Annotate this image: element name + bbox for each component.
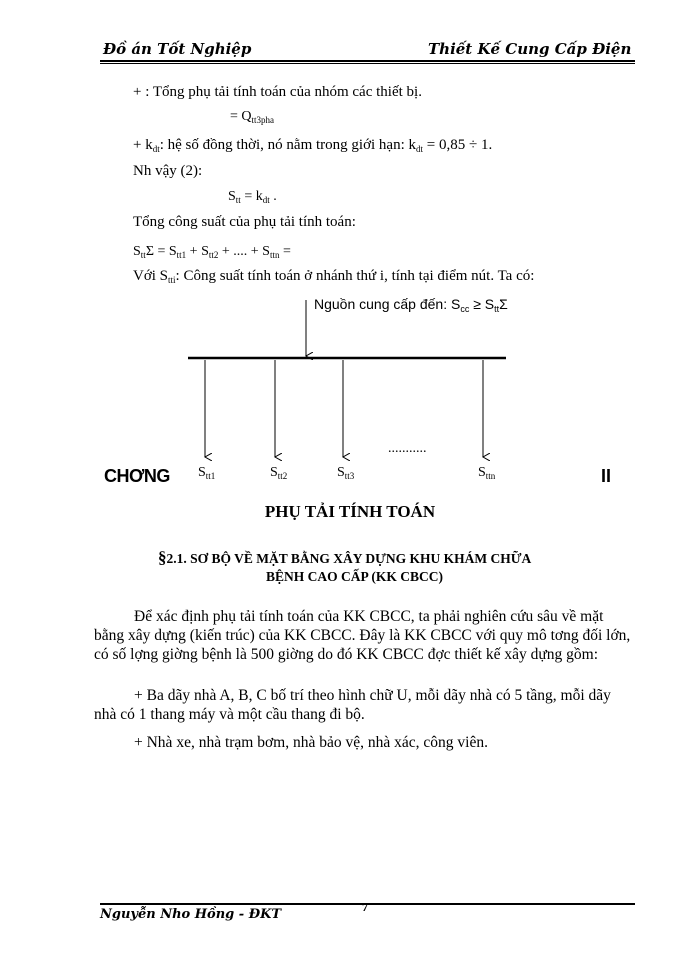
chapter-title: PHỤ TẢI TÍNH TOÁN xyxy=(264,502,436,521)
supply-source-label: Nguồn cung cấp đến: $S_{cc} \ge S_{tt}\Sigma$ xyxy=(314,296,508,314)
section-symbol: § xyxy=(158,548,167,567)
kdt-description: + $k_{dt}$: hệ số đồng thời, nó nằm trong giới hạn: $k_{dt} = 0,85 \div 1$. xyxy=(133,137,493,154)
branch-label-n: $S_{ttn}$ xyxy=(478,465,496,481)
branch-label-1: $S_{tt1}$ xyxy=(198,465,216,481)
branch-ellipsis: ........... xyxy=(388,441,427,456)
branch-power-definition: Với $S_{tti}$: Công suất tính toán ở nhánh thứ i, tính tại điểm nút. Ta có: xyxy=(133,268,535,285)
chapter-numeral: II xyxy=(601,466,612,486)
paragraph-intro: Để xác định phụ tải tính toán của KK CBCC, ta phải nghiên cứu sâu về mặt bằng xây dựng (kiến trúc) của KK CBCC. Đây là KK CBCC với quy mô tơng đối lớn, có số lợng giờng bệnh là 500 giờng do đó KK CBCC đợc thiết kế xây dựng gồm: xyxy=(94,608,631,663)
total-load-description: + : Tổng phụ tải tính toán của nhóm các thiết bị. xyxy=(133,84,422,100)
paragraph-facilities: + Nhà xe, nhà trạm bơm, nhà bảo vệ, nhà xác, công viên. xyxy=(134,734,488,751)
footer-author: Nguyễn Nho Hồng - ĐKT xyxy=(100,907,282,922)
total-power-heading: Tổng công suất của phụ tải tính toán: xyxy=(133,214,356,230)
paragraph-buildings: + Ba dãy nhà A, B, C bố trí theo hình chữ U, mỗi dãy nhà có 5 tầng, mỗi dãy nhà có 1 thang máy và một cầu thang đi bộ. xyxy=(94,687,611,723)
branch-label-3: $S_{tt3}$ xyxy=(337,465,355,481)
branch-label-2: $S_{tt2}$ xyxy=(270,465,288,481)
q-formula: = $Q_{tt3pha}$ xyxy=(230,109,275,125)
header-right-title: Thiết Kế Cung Cấp Điện xyxy=(428,40,632,58)
total-power-sum-formula: $S_{tt}\Sigma = S_{tt1} + S_{tt2}$ + .... + $S_{ttn}$ = xyxy=(133,244,291,260)
thus-line: Nh vậy (2): xyxy=(133,163,203,179)
header-left-title: Đồ án Tốt Nghiệp xyxy=(103,40,252,58)
page-number: 7 xyxy=(362,900,368,914)
chapter-word: CHƠNG xyxy=(104,466,170,486)
section-heading-line2: BỆNH CAO CẤP (KK CBCC) xyxy=(266,569,444,584)
stt-formula: $S_{tt} = k_{dt}$ . xyxy=(228,189,277,205)
section-heading-line1: §2.1. SƠ BỘ VỀ MẶT BẰNG XÂY DỰNG KHU KHÁM CHỮA xyxy=(158,548,532,567)
